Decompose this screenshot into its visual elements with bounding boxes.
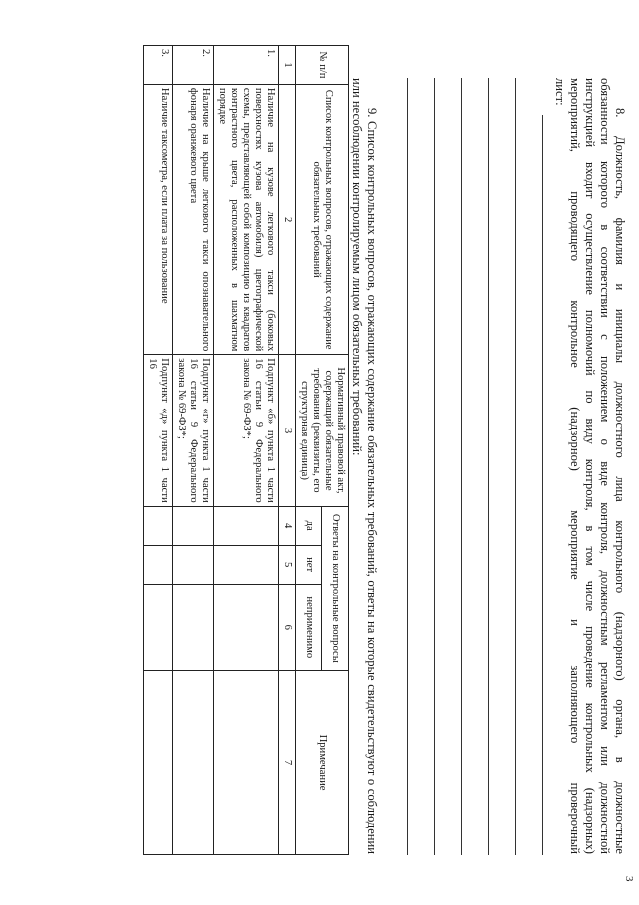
- answer-no-cell[interactable]: [144, 545, 173, 584]
- answer-yes-cell[interactable]: [214, 506, 279, 545]
- section-8-line: обязанности которого в соответствии с положением о виде контроля, должностным регламентом или должностной: [598, 78, 612, 854]
- answer-na-cell[interactable]: [214, 584, 279, 671]
- column-number: 4: [279, 506, 296, 545]
- section-8-line: инструкцией входит осуществление полномочий по виду контроля, в том числе проведение контрольных (надзорных): [583, 78, 597, 854]
- row-question: Наличие таксометра, если плата за пользование: [144, 84, 173, 354]
- note-cell[interactable]: [144, 671, 173, 855]
- row-number: 3.: [144, 46, 173, 85]
- header-num: № п/п: [296, 46, 349, 85]
- note-cell[interactable]: [173, 671, 214, 855]
- answer-no-cell[interactable]: [214, 545, 279, 584]
- row-act: Подпункт «б» пункта 1 части 16 статьи 9 Федерального закона № 69-ФЗ*;: [214, 355, 279, 506]
- blank-line: [461, 78, 462, 855]
- blank-line: [542, 115, 543, 855]
- row-question: Наличие на крыше легкового такси опознавательного фонаря оранжевого цвета: [173, 84, 214, 354]
- header-no: нет: [296, 545, 323, 584]
- column-number: 3: [279, 355, 296, 506]
- section-9-paragraph: 9. Список контрольных вопросов, отражающих содержание обязательных требований, ответы на которые свидетельствуют о соблюдении или несоблюдении контролируемым лицом обязательных требований:: [350, 78, 379, 854]
- section-8-line: мероприятий, проводящего контрольное (надзорное) мероприятие и заполняющего проверочный: [568, 78, 582, 854]
- section-8-paragraph: [552, 78, 627, 854]
- column-number: 1: [279, 46, 296, 85]
- row-act: Подпункт «д» пункта 1 части 16: [144, 355, 173, 506]
- note-cell[interactable]: [214, 671, 279, 855]
- answer-yes-cell[interactable]: [144, 506, 173, 545]
- answer-yes-cell[interactable]: [173, 506, 214, 545]
- column-number: 5: [279, 545, 296, 584]
- header-act: Нормативный правовой акт, содержащий обязательные требования (реквизиты, его структурная единица): [296, 355, 349, 506]
- header-answers: Ответы на контрольные вопросы: [322, 506, 349, 670]
- table-row: [214, 46, 279, 855]
- table-row: [173, 46, 214, 855]
- row-number: 1.: [214, 46, 279, 85]
- blank-line: [515, 78, 516, 855]
- column-number: 2: [279, 84, 296, 354]
- table-header-row: [322, 46, 349, 855]
- section-8-line: 8. Должность, фамилия и инициалы должностного лица контрольного (надзорного) органа, в должностные: [613, 108, 627, 854]
- header-questions: Список контрольных вопросов, отражающих содержание обязательных требований: [296, 84, 349, 354]
- answer-na-cell[interactable]: [144, 584, 173, 671]
- column-number-row: [279, 46, 296, 855]
- column-number: 6: [279, 584, 296, 671]
- checklist-table: [143, 45, 349, 855]
- row-question: Наличие на кузове легкового такси (боковых поверхностях кузова автомобиля) цветографической схемы, представляющей собой композицию из квадратов контрастного цвета, расположенных в шахматном порядке: [214, 84, 279, 354]
- page-number: 3: [623, 876, 635, 882]
- blank-line: [434, 78, 435, 855]
- blank-line: [488, 78, 489, 855]
- column-number: 7: [279, 671, 296, 855]
- header-note: Примечание: [296, 671, 349, 855]
- answer-na-cell[interactable]: [173, 584, 214, 671]
- row-number: 2.: [173, 46, 214, 85]
- header-yes: да: [296, 506, 323, 545]
- blank-line: [407, 78, 408, 855]
- row-act: Подпункт «г» пункта 1 части 16 статьи 9 Федерального закона № 69-ФЗ*;: [173, 355, 214, 506]
- section-8-line: лист:: [553, 78, 567, 106]
- table-row: [144, 46, 173, 855]
- answer-no-cell[interactable]: [173, 545, 214, 584]
- header-na: неприменимо: [296, 584, 323, 671]
